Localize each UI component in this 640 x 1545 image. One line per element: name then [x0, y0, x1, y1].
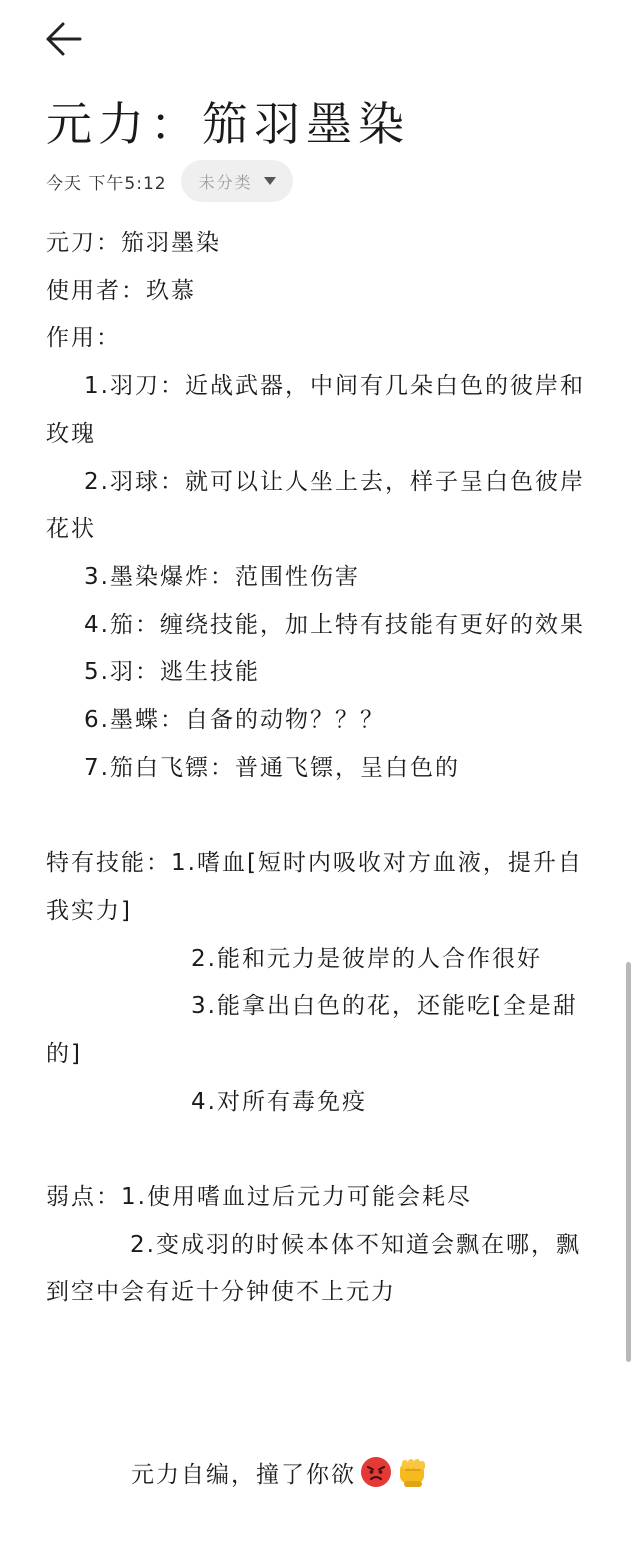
note-line: 5.羽：逃生技能 [84, 659, 260, 686]
note-line: 弱点：1.使用嗜血过后元力可能会耗尽 [46, 1184, 472, 1211]
category-dropdown[interactable] [181, 160, 293, 202]
scrollbar[interactable] [626, 962, 631, 1362]
back-button[interactable] [40, 16, 86, 62]
note-line: 2.羽球：就可以让人坐上去，样子呈白色彼岸花状 [46, 468, 585, 543]
triangle-down-icon [263, 176, 277, 186]
note-footer [131, 1455, 430, 1489]
category-label: 未分类 [198, 172, 253, 192]
note-timestamp: 今天 下午5:12 [46, 173, 167, 194]
fist-icon [396, 1455, 430, 1489]
angry-face-icon [360, 1456, 392, 1488]
note-line: 特有技能：1.嗜血[短时内吸收对方血液，提升自我实力] [46, 850, 583, 924]
note-line: 7.笳白飞镖：普通飞镖，呈白色的 [84, 754, 460, 781]
note-line: 元刀：笳羽墨染 [46, 230, 221, 256]
note-line: 6.墨蝶：自备的动物？？？ [84, 707, 385, 734]
note-line: 2.能和元力是彼岸的人合作很好 [191, 945, 542, 972]
note-line: 2.变成羽的时候本体不知道会飘在哪，飘到空中会有近十分钟使不上元力 [46, 1231, 581, 1306]
note-line: 4.笳：缠绕技能，加上特有技能有更好的效果 [84, 611, 585, 638]
note-line: 3.能拿出白色的花，还能吃[全是甜的] [46, 993, 578, 1067]
note-title[interactable]: 元力：笳羽墨染 [46, 97, 410, 151]
note-line: 1.羽刀：近战武器，中间有几朵白色的彼岸和玫瑰 [46, 373, 585, 447]
arrow-left-icon [43, 19, 83, 59]
note-body[interactable] [46, 220, 602, 1317]
note-line: 作用： [46, 325, 121, 352]
note-line: 使用者：玖慕 [46, 277, 196, 304]
note-line: 4.对所有毒免疫 [191, 1088, 367, 1115]
note-line [46, 792, 602, 840]
note-meta [46, 160, 293, 202]
note-line: 3.墨染爆炸：范围性伤害 [84, 563, 360, 590]
note-line [46, 1126, 602, 1174]
footer-text: 元力自编，撞了你欲 [131, 1461, 356, 1488]
